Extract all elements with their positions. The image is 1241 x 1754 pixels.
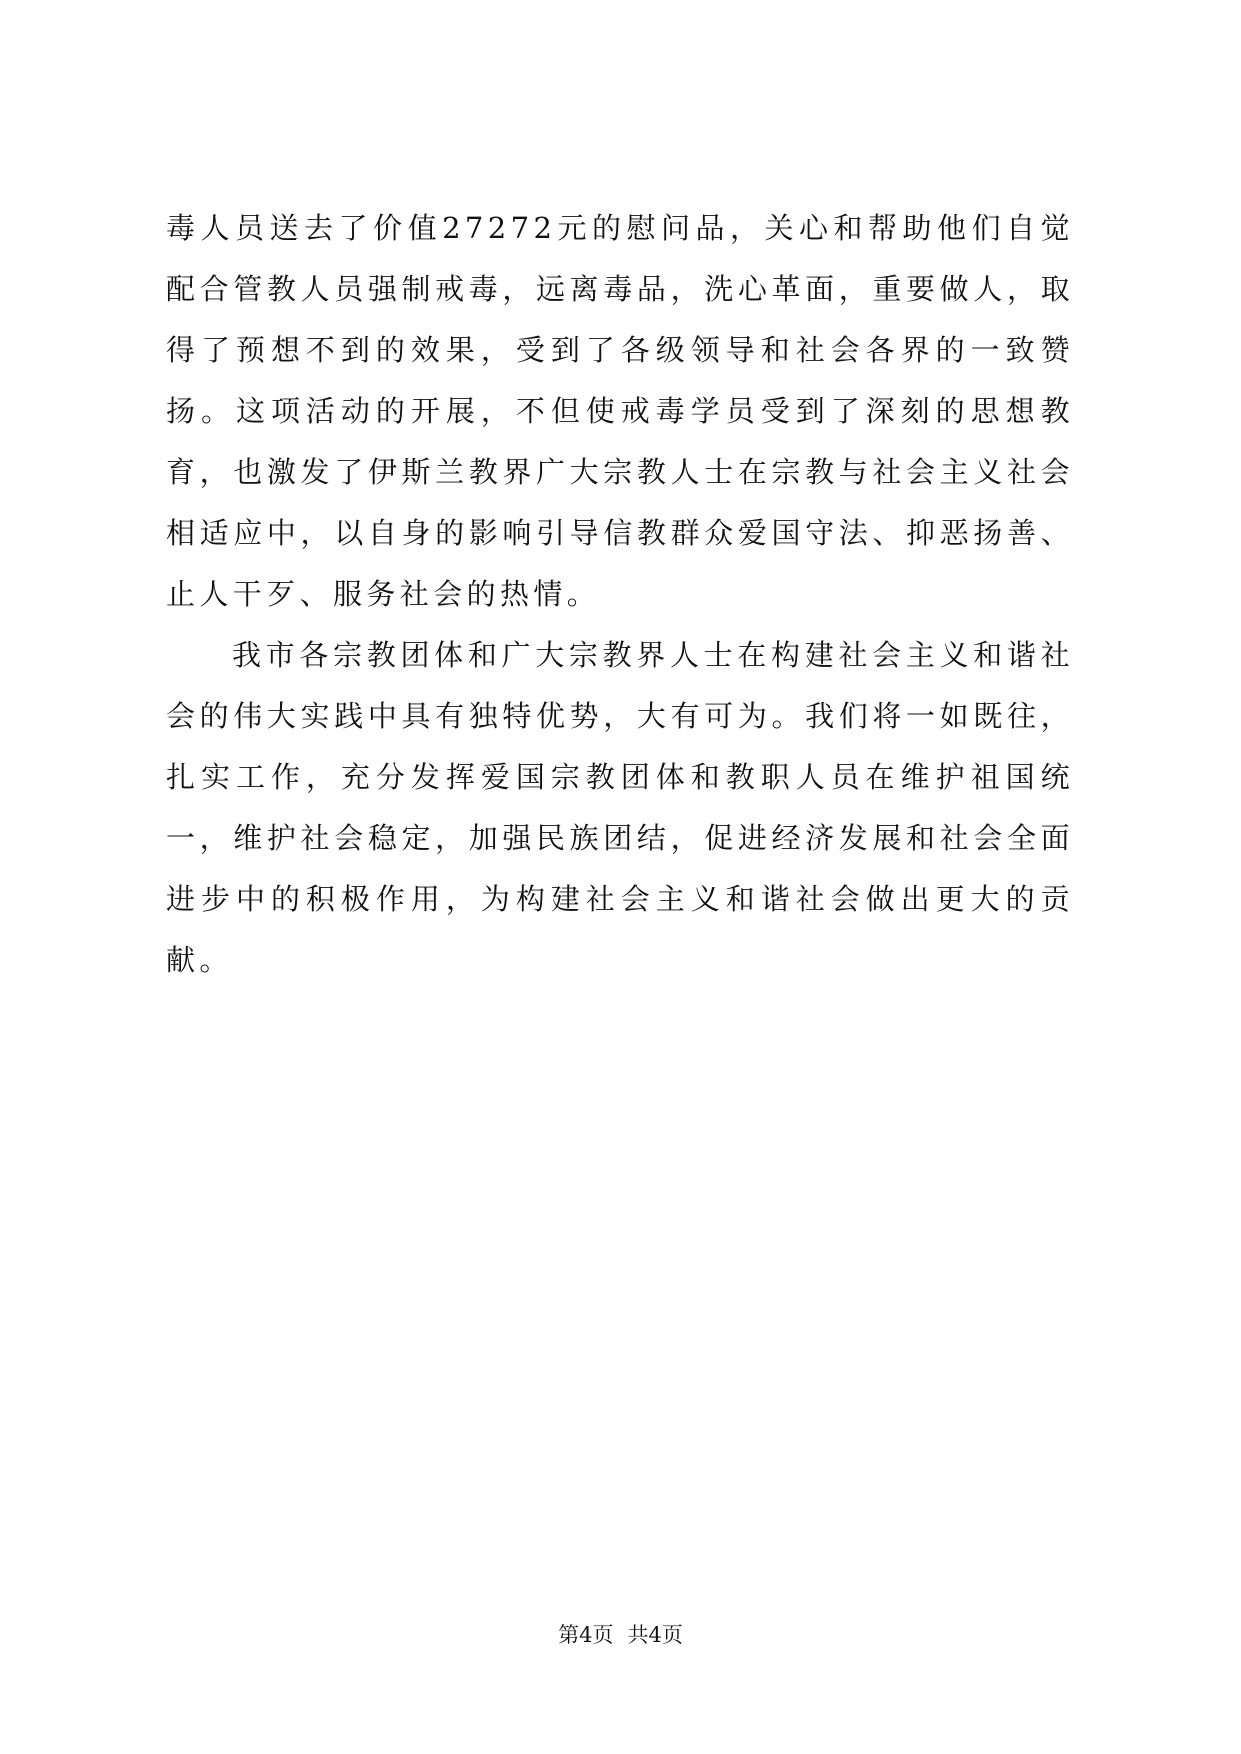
page-footer bbox=[0, 1620, 1241, 1650]
page-total: 共4页 bbox=[627, 1623, 683, 1647]
paragraph: 我市各宗教团体和广大宗教界人士在构建社会主义和谐社会的伟大实践中具有独特优势，大有可为。我们将一如既往，扎实工作，充分发挥爱国宗教团体和教职人员在维护祖国统一，维护社会稳定，加强民族团结，促进经济发展和社会全面进步中的积极作用，为构建社会主义和谐社会做出更大的贡献。 bbox=[166, 638, 1074, 977]
paragraph-continued: 毒人员送去了价值27272元的慰问品，关心和帮助他们自觉配合管教人员强制戒毒，远离毒品，洗心革面，重要做人，取得了预想不到的效果，受到了各级领导和社会各界的一致赞扬。这项活动的开展，不但使戒毒学员受到了深刻的思想教育，也激发了伊斯兰教界广大宗教人士在宗教与社会主义社会相适应中，以自身的影响引导信教群众爱国守法、抑恶扬善、止人干歹、服务社会的热情。 bbox=[166, 211, 1074, 611]
page-number: 第4页 bbox=[558, 1623, 614, 1647]
document-body bbox=[166, 198, 1074, 991]
